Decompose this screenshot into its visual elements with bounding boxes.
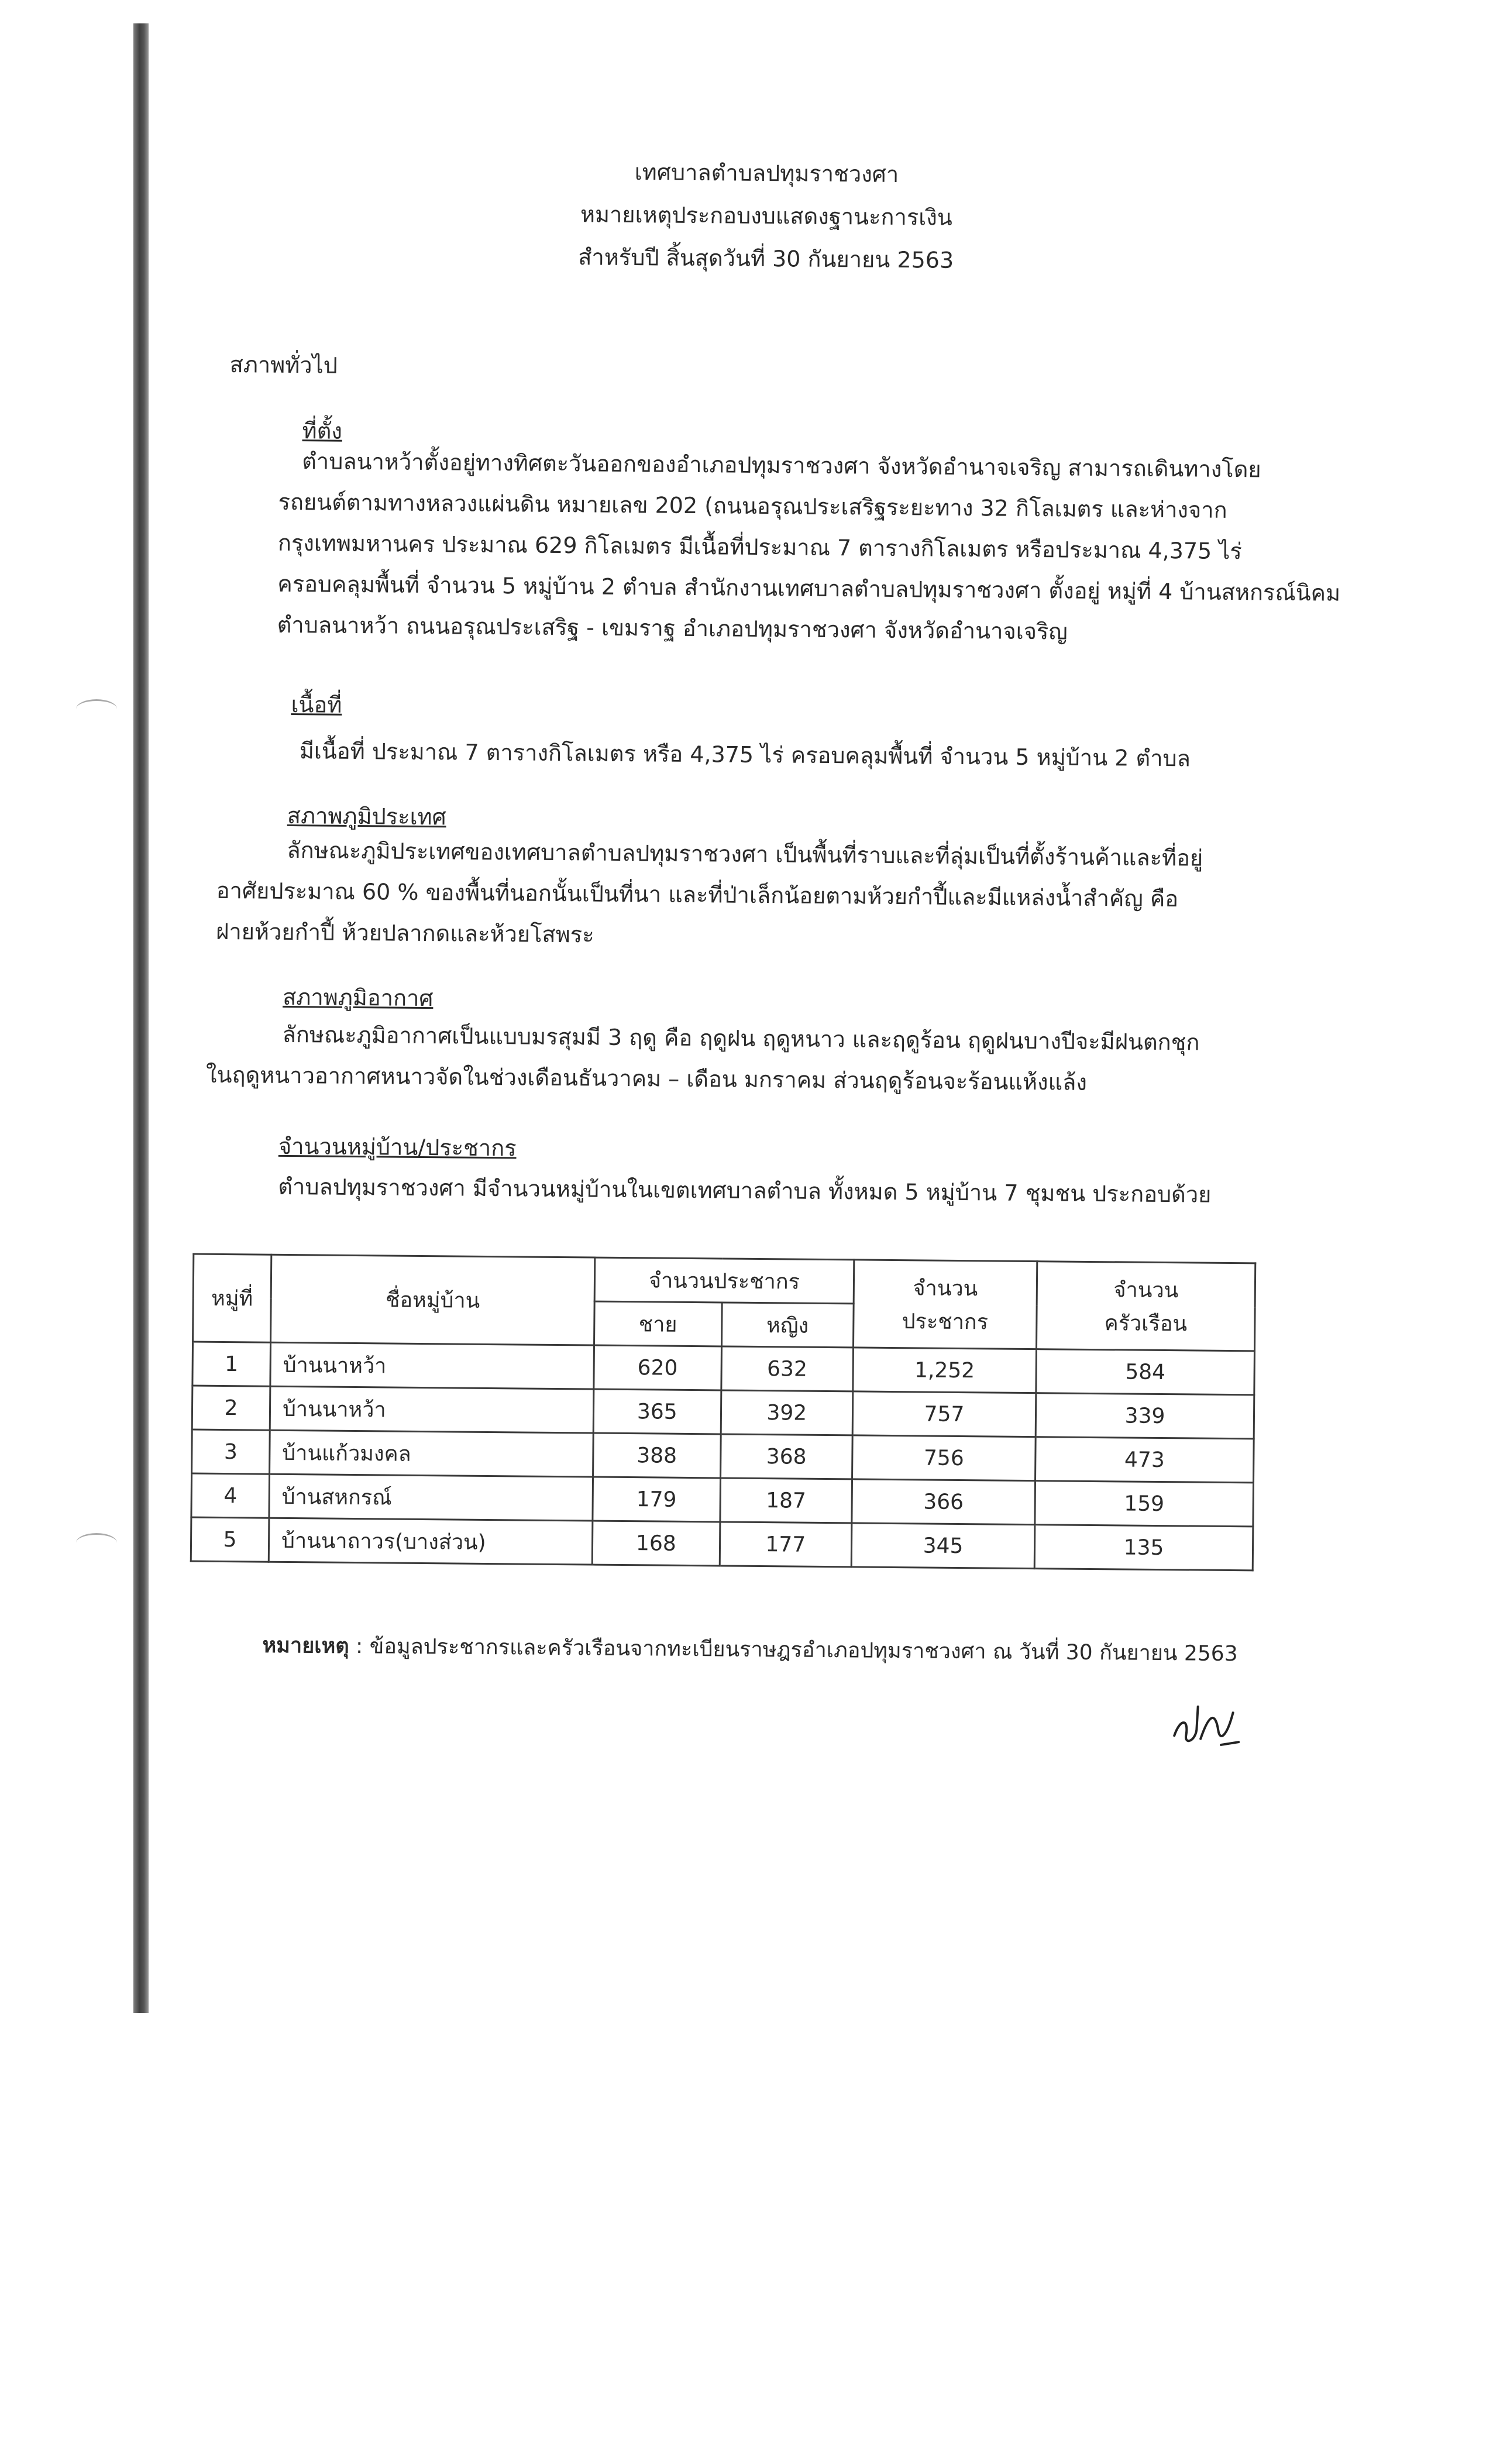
area-heading: เนื้อที่ (291, 691, 342, 718)
column-header-village-name: ชื่อหมู่บ้าน (271, 1255, 595, 1345)
population-table (190, 1253, 1257, 1572)
cell-village-number: 4 (191, 1473, 270, 1518)
column-header-households-line-1: จำนวน (1113, 1277, 1179, 1303)
cell-male: 365 (593, 1389, 721, 1434)
cell-village-name: บ้านนาหว้า (270, 1386, 594, 1433)
footnote (262, 1628, 1238, 1671)
column-header-households-line-2: ครัวเรือน (1104, 1311, 1188, 1336)
table-header-row (193, 1254, 1255, 1307)
footnote-text: : ข้อมูลประชากรและครัวเรือนจากทะเบียนราษฎรอำเภอปทุมราชวงศา ณ วันที่ 30 กันยายน 2563 (355, 1634, 1238, 1666)
cell-village-number: 2 (192, 1386, 270, 1430)
cell-village-number: 1 (192, 1342, 271, 1386)
column-header-total-line-2: ประชากร (902, 1309, 989, 1334)
column-header-total-population (853, 1260, 1037, 1349)
climate-paragraph (206, 1013, 1200, 1104)
cell-village-number: 5 (191, 1517, 269, 1562)
cell-female: 187 (720, 1478, 852, 1523)
header-organization: เทศบาลตำบลปทุมราชวงศา (634, 159, 899, 188)
column-header-population: จำนวนประชากร (594, 1257, 854, 1304)
cell-total-population: 366 (852, 1479, 1036, 1525)
header-document-title: หมายเหตุประกอบงบแสดงฐานะการเงิน (580, 201, 952, 231)
cell-households: 339 (1036, 1393, 1254, 1439)
footnote-label: หมายเหตุ (262, 1633, 349, 1658)
location-line: ครอบคลุมพื้นที่ จำนวน 5 หมู่บ้าน 2 ตำบล สำนักงานเทศบาลตำบลปทุมราชวงศา ตั้งอยู่ หมู่ที่ 4 บ้านสหกรณ์นิคม (277, 571, 1341, 606)
cell-village-name: บ้านนาถาวร(บางส่วน) (269, 1518, 593, 1565)
cell-village-number: 3 (192, 1429, 270, 1474)
table-row (191, 1517, 1253, 1571)
general-section-title: สภาพทั่วไป (229, 352, 338, 379)
cell-total-population: 1,252 (853, 1348, 1037, 1393)
cell-households: 135 (1034, 1525, 1253, 1571)
column-header-households (1036, 1262, 1255, 1351)
cell-households: 159 (1035, 1481, 1254, 1527)
cell-total-population: 757 (852, 1391, 1036, 1437)
cell-village-name: บ้านแก้วมงคล (270, 1430, 594, 1477)
population-heading: จำนวนหมู่บ้าน/ประชากร (278, 1133, 517, 1161)
cell-female: 368 (720, 1434, 852, 1479)
cell-households: 473 (1036, 1437, 1254, 1483)
cell-female: 392 (721, 1390, 853, 1435)
terrain-paragraph (216, 829, 1203, 961)
cell-village-name: บ้านนาหว้า (270, 1342, 594, 1389)
location-line: กรุงเทพมหานคร ประมาณ 629 กิโลเมตร มีเนื้อที่ประมาณ 7 ตารางกิโลเมตร หรือประมาณ 4,375 ไร่ (277, 530, 1243, 565)
column-header-village-number: หมู่ที่ (193, 1254, 271, 1342)
location-line: รถยนต์ตามทางหลวงแผ่นดิน หมายเลข 202 (ถนนอรุณประเสริฐระยะทาง 32 กิโลเมตร และห่างจาก (278, 489, 1227, 523)
terrain-line: อาศัยประมาณ 60 % ของพื้นที่นอกนั้นเป็นที่นา และที่ป่าเล็กน้อยตามห้วยกำปี้และมีแหล่งน้ำสำคัญ คือ (216, 877, 1179, 912)
signature-initials (1168, 1695, 1245, 1759)
cell-male: 620 (594, 1345, 721, 1390)
location-paragraph (277, 441, 1341, 655)
header-period: สำหรับปี สิ้นสุดวันที่ 30 กันยายน 2563 (578, 244, 954, 273)
terrain-heading: สภาพภูมิประเทศ (287, 802, 446, 830)
population-intro: ตำบลปทุมราชวงศา มีจำนวนหมู่บ้านในเขตเทศบาลตำบล ทั้งหมด 5 หมู่บ้าน 7 ชุมชน ประกอบด้วย (278, 1173, 1212, 1208)
climate-line: ในฤดูหนาวอากาศหนาวจัดในช่วงเดือนธันวาคม – เดือน มกราคม ส่วนฤดูร้อนจะร้อนแห้งแล้ง (205, 1061, 1088, 1095)
terrain-line: ลักษณะภูมิประเทศของเทศบาลตำบลปทุมราชวงศา เป็นพื้นที่ราบและที่ลุ่มเป็นที่ตั้งร้านค้าและที่อยู่ (287, 837, 1203, 871)
cell-female: 177 (720, 1522, 852, 1567)
cell-households: 584 (1036, 1349, 1255, 1395)
climate-line: ลักษณะภูมิอากาศเป็นแบบมรสุมมี 3 ฤดู คือ ฤดูฝน ฤดูหนาว และฤดูร้อน ฤดูฝนบางปีจะมีฝนตกชุก (282, 1021, 1200, 1056)
cell-male: 168 (592, 1521, 720, 1566)
climate-heading: สภาพภูมิอากาศ (282, 984, 434, 1012)
cell-male: 179 (593, 1477, 720, 1522)
column-header-male: ชาย (594, 1301, 722, 1346)
location-line: ตำบลนาหว้าตั้งอยู่ทางทิศตะวันออกของอำเภอปทุมราชวงศา จังหวัดอำนาจเจริญ สามารถเดินทางโดย (301, 448, 1261, 483)
column-header-total-line-1: จำนวน (913, 1276, 978, 1301)
location-line: ตำบลนาหว้า ถนนอรุณประเสริฐ - เขมราฐ อำเภอปทุมราชวงศา จังหวัดอำนาจเจริญ (277, 611, 1068, 645)
cell-total-population: 756 (852, 1435, 1036, 1481)
location-heading: ที่ตั้ง (302, 418, 343, 444)
cell-village-name: บ้านสหกรณ์ (269, 1474, 593, 1521)
terrain-line: ฝายห้วยกำปี้ ห้วยปลากดและห้วยโสพระ (215, 918, 594, 948)
cell-female: 632 (721, 1346, 853, 1391)
area-paragraph: มีเนื้อที่ ประมาณ 7 ตารางกิโลเมตร หรือ 4,375 ไร่ ครอบคลุมพื้นที่ จำนวน 5 หมู่บ้าน 2 ตำบล (299, 738, 1191, 772)
cell-total-population: 345 (851, 1523, 1035, 1569)
column-header-female: หญิง (721, 1303, 854, 1348)
cell-male: 388 (593, 1433, 721, 1478)
